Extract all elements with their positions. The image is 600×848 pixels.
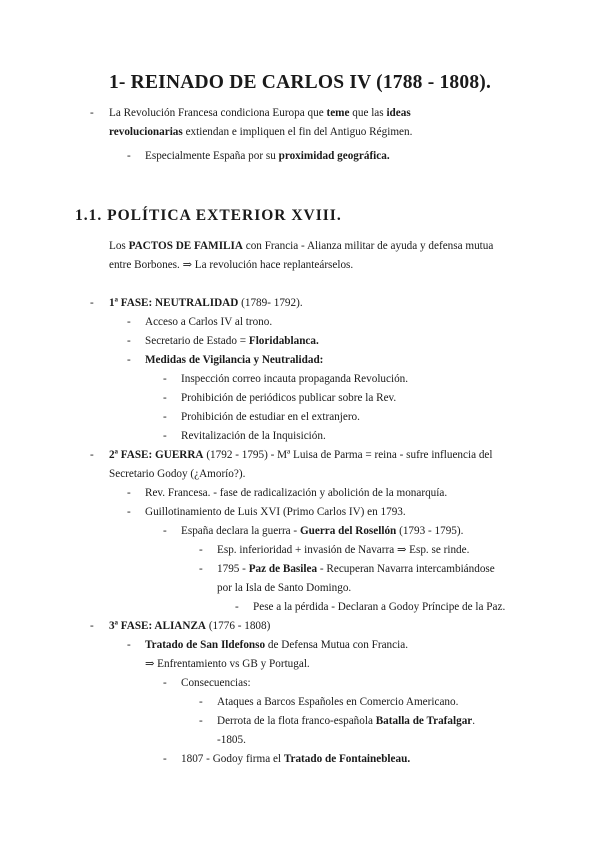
bullet-dash: - (127, 335, 131, 347)
fase2-item: Guillotinamiento de Luis XVI (Primo Carlos IV) en 1793. (145, 506, 406, 518)
intro-paragraph: La Revolución Francesa condiciona Europa que teme que las ideas revolucionarias extiendan e impliquen el fin del Antiguo Régimen. (109, 107, 413, 138)
fase2-item: Pese a la pérdida - Declaran a Godoy Príncipe de la Paz. (253, 601, 506, 613)
fase3-heading: 3ª FASE: ALIANZA (1776 - 1808) (109, 620, 271, 632)
bullet-dash: - (127, 316, 131, 328)
bullet-dash: - (90, 297, 94, 309)
fase3-consequence: Derrota de la flota franco-española Batalla de Trafalgar. -1805. (217, 715, 476, 746)
fase3-consequence: Ataques a Barcos Españoles en Comercio Americano. (217, 696, 459, 708)
bullet-dash: - (127, 354, 131, 366)
fase1-item: Acceso a Carlos IV al trono. (145, 316, 273, 328)
fase1-measure: Revitalización de la Inquisición. (181, 430, 326, 442)
fase2-item: 1795 - Paz de Basilea - Recuperan Navarra intercambiándose por la Isla de Santo Domingo. (217, 563, 495, 594)
bullet-dash: - (163, 411, 167, 423)
bullet-dash: - (199, 696, 203, 708)
bullet-dash: - (163, 753, 167, 765)
bullet-dash: - (199, 715, 203, 727)
bullet-dash: - (199, 544, 203, 556)
bullet-dash: - (163, 373, 167, 385)
bullet-dash: - (90, 620, 94, 632)
bullet-dash: - (127, 150, 131, 162)
fase3-item: 1807 - Godoy firma el Tratado de Fontainebleau. (181, 753, 411, 765)
bullet-dash: - (127, 506, 131, 518)
bullet-dash: - (163, 677, 167, 689)
fase2-item: España declara la guerra - Guerra del Rosellón (1793 - 1795). (181, 525, 464, 537)
fase2-item: Esp. inferioridad + invasión de Navarra ⇒ Esp. se rinde. (217, 544, 470, 556)
fase1-item: Medidas de Vigilancia y Neutralidad: (145, 354, 324, 366)
bullet-dash: - (163, 392, 167, 404)
bullet-dash: - (163, 525, 167, 537)
bullet-dash: - (127, 487, 131, 499)
page-title: 1- REINADO DE CARLOS IV (1788 - 1808). (108, 72, 492, 93)
fase1-measure: Prohibición de estudiar en el extranjero. (181, 411, 360, 423)
bullet-dash: - (199, 563, 203, 575)
bullet-dash: - (90, 107, 94, 119)
section-heading: 1.1. POLÍTICA EXTERIOR XVIII. (75, 207, 342, 224)
fase1-measure: Inspección correo incauta propaganda Revolución. (181, 373, 409, 385)
fase3-item: Tratado de San Ildefonso de Defensa Mutua con Francia. ⇒ Enfrentamiento vs GB y Portugal. (145, 639, 408, 670)
fase1-heading: 1ª FASE: NEUTRALIDAD (1789- 1792). (109, 297, 303, 309)
fase2-item: Rev. Francesa. - fase de radicalización y abolición de la monarquía. (145, 487, 448, 499)
fase2-heading: 2ª FASE: GUERRA (1792 - 1795) - Mª Luisa de Parma = reina - sufre influencia del Secretario Godoy (¿Amorío?). (109, 449, 493, 480)
bullet-dash: - (235, 601, 239, 613)
fase3-item: Consecuencias: (181, 677, 251, 689)
bullet-dash: - (90, 449, 94, 461)
bullet-dash: - (163, 430, 167, 442)
intro-subpoint: Especialmente España por su proximidad geográfica. (145, 150, 390, 162)
fase1-item: Secretario de Estado = Floridablanca. (145, 335, 319, 347)
pactos-paragraph: Los PACTOS DE FAMILIA con Francia - Alianza militar de ayuda y defensa mutua entre Borbones. ⇒ La revolución hace replanteárselos. (109, 240, 494, 271)
fase1-measure: Prohibición de periódicos publicar sobre la Rev. (181, 392, 397, 404)
bullet-dash: - (127, 639, 131, 651)
